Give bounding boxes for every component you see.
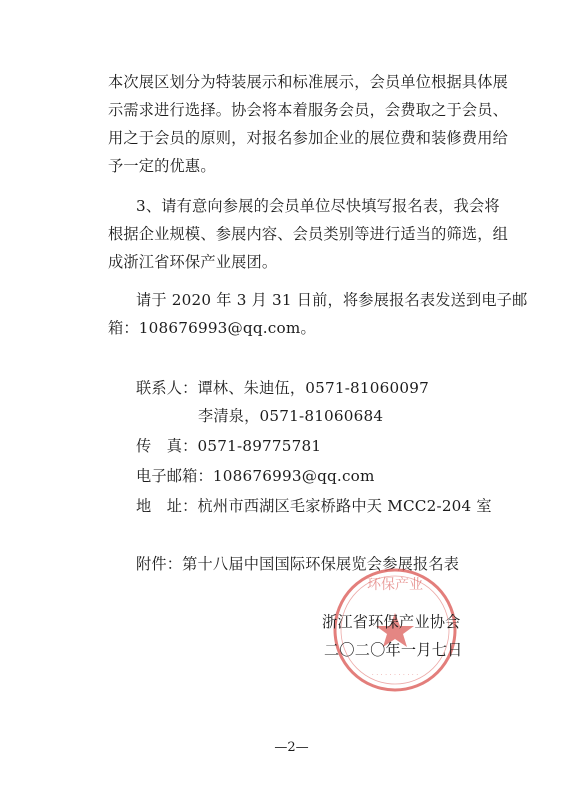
body-line: 请于 2020 年 3 月 31 日前，将参展报名表发送到电子邮 [136,291,528,309]
fax-line: 传 真：0571-89775781 [136,437,322,455]
contact-person: 联系人：谭林、朱迪伍，0571-81060097 [136,379,429,397]
signature-date: 二〇二〇年一月七日 [324,641,463,659]
body-line: 本次展区划分为特装展示和标准展示，会员单位根据具体展 [108,73,509,91]
signature-org: 浙江省环保产业协会 [322,613,461,631]
address-line: 地 址：杭州市西湖区毛家桥路中天 MCC2-204 室 [136,497,492,515]
body-line: 箱：108676993@qq.com。 [108,319,316,337]
attachment-line: 附件：第十八届中国国际环保展览会参展报名表 [136,555,460,573]
svg-text:环保产业: 环保产业 [367,577,423,593]
body-line: 根据企业规模、参展内容、会员类别等进行适当的筛选，组 [108,225,509,243]
body-line: 示需求进行选择。协会将本着服务会员，会费取之于会员、 [108,101,509,119]
body-line: 用之于会员的原则，对报名参加企业的展位费和装修费用给 [108,129,509,147]
body-line: 成浙江省环保产业展团。 [108,253,278,271]
email-line: 电子邮箱：108676993@qq.com [136,467,375,485]
contact-person-2: 李清泉，0571-81060684 [198,407,384,425]
body-line: 3、请有意向参展的会员单位尽快填写报名表，我会将 [136,197,500,215]
svg-text:· · · · · · · · · · ·: · · · · · · · · · · · [371,671,419,679]
body-line: 予一定的优惠。 [108,157,216,175]
page-number: —2— [274,740,309,755]
